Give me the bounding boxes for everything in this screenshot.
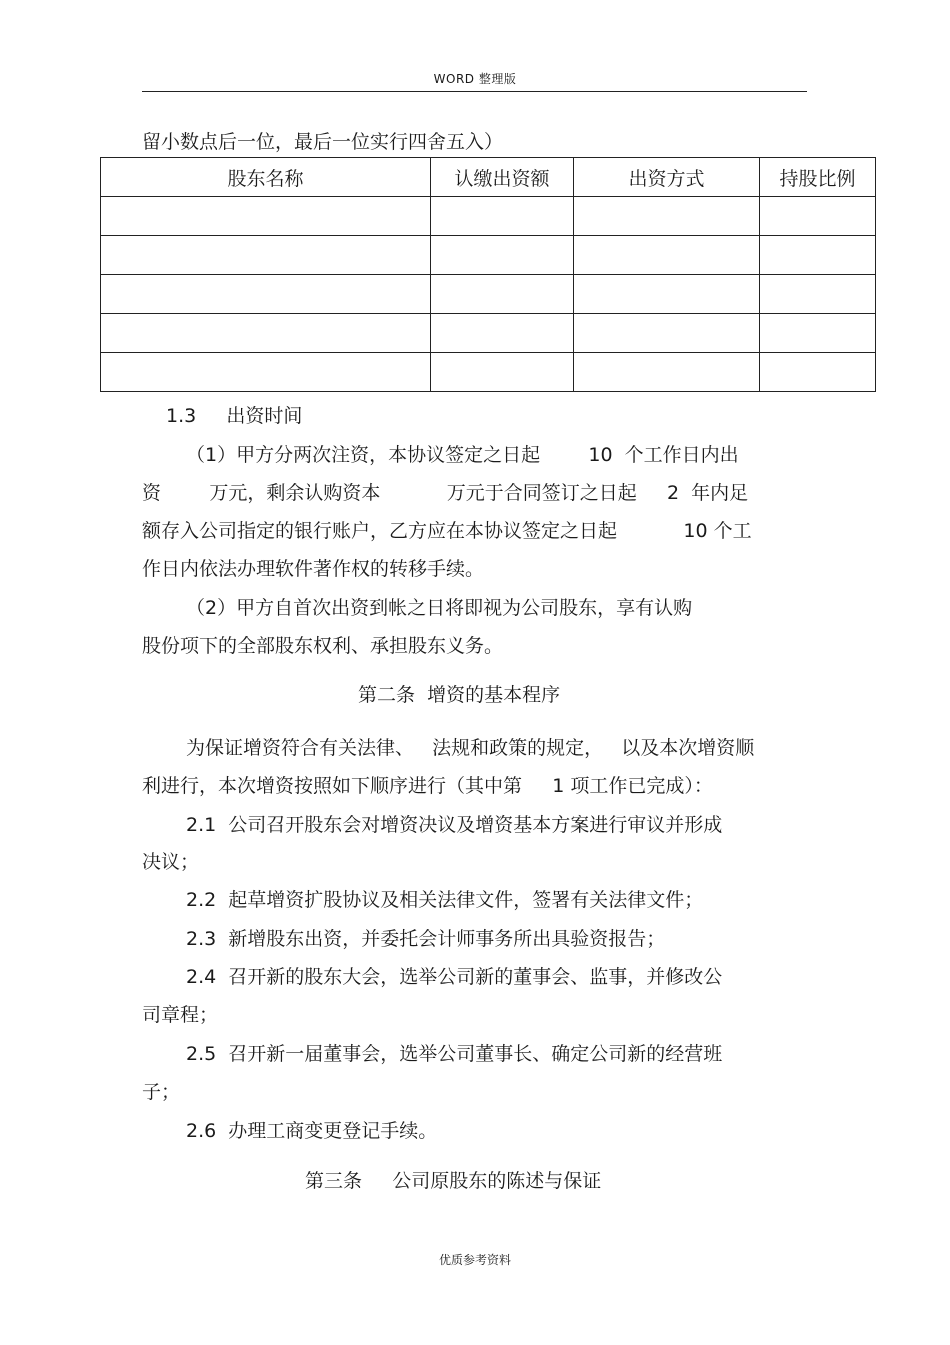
table-cell bbox=[574, 314, 760, 353]
table-cell bbox=[574, 275, 760, 314]
list-item-continuation: 决议； bbox=[142, 851, 200, 873]
list-item: 2.3 新增股东出资，并委托会计师事务所出具验资报告； bbox=[186, 928, 666, 950]
paragraph-line: 利进行，本次增资按照如下顺序进行（其中第 1 项工作已完成）： bbox=[142, 775, 713, 797]
shareholder-table bbox=[100, 157, 876, 392]
page-footer: 优质参考资料 bbox=[438, 1253, 511, 1267]
article-3-title: 第三条 公司原股东的陈述与保证 bbox=[305, 1170, 602, 1192]
table-cell bbox=[431, 314, 574, 353]
paragraph-line: 作日内依法办理软件著作权的转移手续。 bbox=[142, 558, 485, 580]
table-cell bbox=[760, 275, 876, 314]
article-2-title: 第二条 增资的基本程序 bbox=[358, 684, 561, 706]
column-header-shareholder-name: 股东名称 bbox=[101, 158, 431, 197]
table-cell bbox=[431, 236, 574, 275]
paragraph-line: 额存入公司指定的银行账户，乙方应在本协议签定之日起 10 个工 bbox=[142, 520, 752, 542]
table-cell bbox=[574, 197, 760, 236]
table-cell bbox=[101, 197, 431, 236]
list-item: 2.1 公司召开股东会对增资决议及增资基本方案进行审议并形成 bbox=[186, 814, 723, 836]
paragraph-line: （2）甲方自首次出资到帐之日将即视为公司股东，享有认购 bbox=[186, 597, 693, 619]
paragraph-line: （1）甲方分两次注资，本协议签定之日起 10 个工作日内出 bbox=[186, 444, 739, 466]
table-row bbox=[101, 314, 876, 353]
list-item: 2.2 起草增资扩股协议及相关法律文件，签署有关法律文件； bbox=[186, 889, 704, 911]
table-cell bbox=[431, 197, 574, 236]
table-cell bbox=[101, 314, 431, 353]
intro-line: 留小数点后一位，最后一位实行四舍五入） bbox=[142, 131, 504, 153]
table-cell bbox=[574, 353, 760, 392]
table-row bbox=[101, 275, 876, 314]
table-header-row bbox=[101, 158, 876, 197]
paragraph-line: 股份项下的全部股东权利、承担股东义务。 bbox=[142, 635, 504, 657]
table-cell bbox=[101, 236, 431, 275]
table-cell bbox=[760, 197, 876, 236]
table-cell bbox=[574, 236, 760, 275]
list-item: 2.6 办理工商变更登记手续。 bbox=[186, 1120, 438, 1142]
table-cell bbox=[101, 353, 431, 392]
table-cell bbox=[760, 314, 876, 353]
table-cell bbox=[431, 353, 574, 392]
column-header-contribution-method: 出资方式 bbox=[574, 158, 760, 197]
table-cell bbox=[101, 275, 431, 314]
table-row bbox=[101, 197, 876, 236]
header-rule bbox=[142, 91, 807, 92]
table-cell bbox=[760, 353, 876, 392]
table-cell bbox=[431, 275, 574, 314]
list-item-continuation: 司章程； bbox=[142, 1004, 219, 1026]
paragraph-line: 资 万元，剩余认购资本 万元于合同签订之日起 2 年内足 bbox=[142, 482, 749, 504]
table-row bbox=[101, 236, 876, 275]
list-item: 2.4 召开新的股东大会，选举公司新的董事会、监事，并修改公 bbox=[186, 966, 723, 988]
list-item: 2.5 召开新一届董事会，选举公司董事长、确定公司新的经营班 bbox=[186, 1043, 723, 1065]
column-header-subscribed-capital: 认缴出资额 bbox=[431, 158, 574, 197]
list-item-continuation: 子； bbox=[142, 1081, 181, 1103]
paragraph-line: 为保证增资符合有关法律、 法规和政策的规定， 以及本次增资顺 bbox=[186, 737, 755, 759]
table-cell bbox=[760, 236, 876, 275]
column-header-shareholding-ratio: 持股比例 bbox=[760, 158, 876, 197]
table-row bbox=[101, 353, 876, 392]
page-header: WORD 整理版 bbox=[433, 72, 517, 86]
section-1-3-heading: 1.3 出资时间 bbox=[166, 405, 303, 427]
